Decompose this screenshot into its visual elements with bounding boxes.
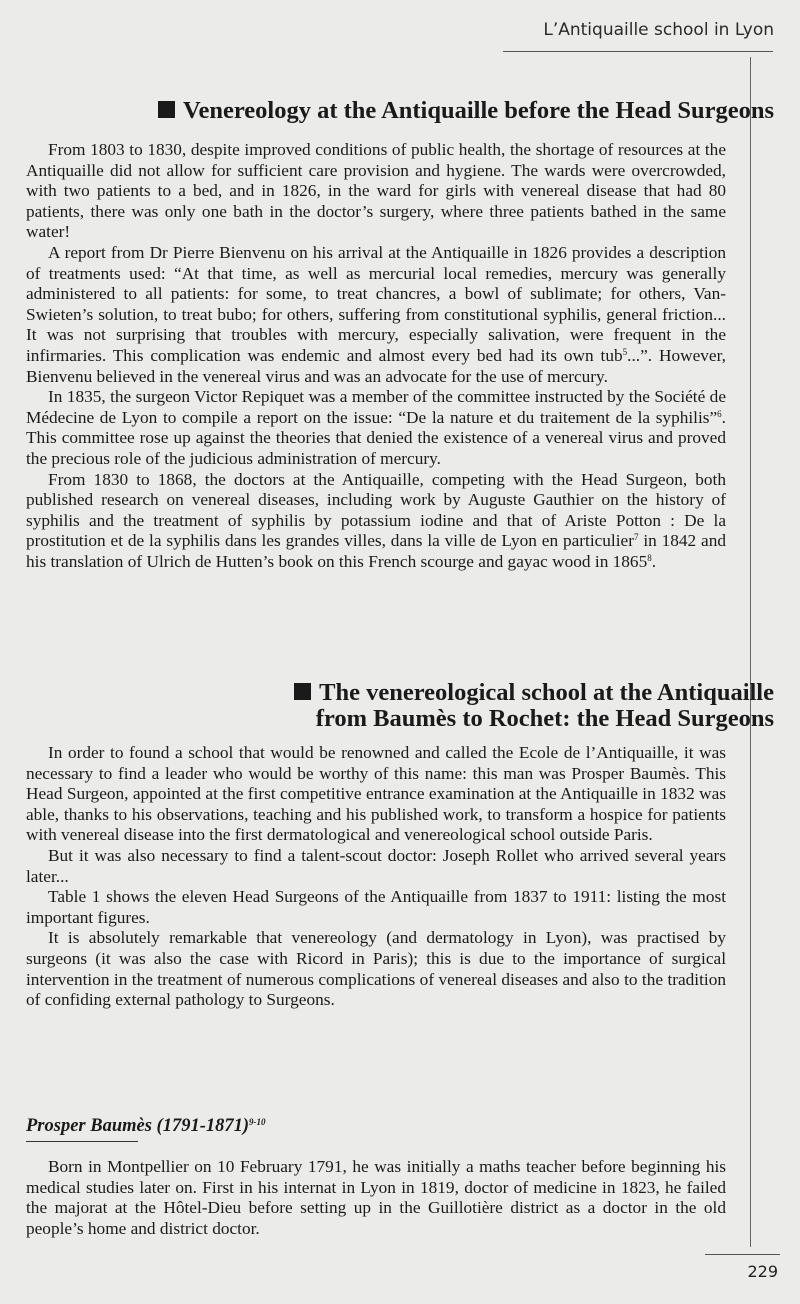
paragraph <box>26 470 726 573</box>
header-rule <box>503 51 773 52</box>
paragraph <box>26 387 726 469</box>
section-heading-school: The venereological school at the Antiquaille from Baumès to Rochet: the Head Surgeons <box>294 680 774 732</box>
paragraph-text: . <box>651 551 657 571</box>
paragraph-text: It is absolutely remarkable that venereology (and dermatology in Lyon), was practised by surgeons (it was also the case with Ricord in Paris); this is due to the importance of surgical intervention in the treatment of numerous complications of venereal diseases and also to the tradition of confiding external pathology to Surgeons. <box>26 928 726 1010</box>
footnote-ref: 8 <box>647 552 652 563</box>
paragraph-text: From 1830 to 1868, the doctors at the Antiquaille, competing with the Head Surgeon, both published research on venereal diseases, including work by Auguste Gauthier on the history of syphilis and the treatment of syphilis by potassium iodine and that of Ariste Potton : De la prostitution et de la syphilis dans les grandes villes, dans la ville de Lyon en particulier <box>26 469 726 551</box>
paragraph-text: In order to found a school that would be renowned and called the Ecole de l’Antiquaille, it was necessary to find a leader who would be worthy of this name: this man was Prosper Baumès. This Head Surgeon, appointed at the first competitive entrance examination at the Antiquaille in 1832 was able, thanks to his observations, teaching and his published work, to transform a hospice for patients with venereal disease into the first dermatological and venereological school outside Paris. <box>26 743 726 845</box>
subsection-body <box>26 1157 726 1239</box>
margin-rule <box>750 57 751 1247</box>
paragraph-text: A report from Dr Pierre Bienvenu on his arrival at the Antiquaille in 1826 provides a description of treatments used: “At that time, as well as mercurial local remedies, mercury was generally administered to all patients: for some, to treat chancres, a bowl of sublimate; for others, Van-Swieten’s solution, to treat bubo; for others, suffering from constitutional syphilis, general friction... It was not surprising that troubles with mercury, especially salivation, were frequent in the infirmaries. This complication was endemic and almost every bed had its own tub <box>26 242 726 365</box>
paragraph <box>26 928 726 1010</box>
paragraph-text: in 1842 and his translation of Ulrich de Hutten’s book on this French scourge and gayac wood in 1865 <box>26 531 726 571</box>
paragraph-text: ...”. However, Bienvenu believed in the venereal virus and was an advocate for the use of mercury. <box>26 345 726 386</box>
page-number: 229 <box>747 1262 778 1281</box>
square-bullet-icon <box>294 683 311 700</box>
subheading-underline <box>26 1141 138 1142</box>
footnote-ref: 5 <box>622 346 628 357</box>
paragraph <box>26 140 726 243</box>
section-1-body <box>26 140 726 572</box>
section-2-body <box>26 743 726 1011</box>
paragraph-text: From 1803 to 1830, despite improved conditions of public health, the shortage of resources at the Antiquaille did not allow for sufficient care provision and hygiene. The wards were overcrowded, with two patients to a bed, and in 1826, in the ward for girls with venereal disease that had 80 patients, there was only one bath in the doctor’s surgery, where three patients bathed in the same water! <box>26 140 726 242</box>
running-head: L’Antiquaille school in Lyon <box>543 20 774 40</box>
footnote-ref: 7 <box>633 532 639 543</box>
subheading-prosper-baumes: Prosper Baumès (1791-1871)$^{9-10}$ <box>26 1116 266 1136</box>
paragraph <box>26 846 726 887</box>
paragraph-text: But it was also necessary to find a talent-scout doctor: Joseph Rollet who arrived several years later... <box>26 845 726 886</box>
paragraph <box>26 243 726 387</box>
paragraph-text: Table 1 shows the eleven Head Surgeons of the Antiquaille from 1837 to 1911: listing the most important figures. <box>26 887 726 927</box>
paragraph <box>26 1157 726 1239</box>
section-heading-venereology: Venereology at the Antiquaille before the Head Surgeons <box>158 98 774 124</box>
square-bullet-icon <box>158 101 175 118</box>
paragraph <box>26 743 726 846</box>
footer-rule <box>705 1254 780 1255</box>
paragraph <box>26 887 726 928</box>
paragraph-text: . This committee rose up against the theories that denied the existence of a venereal virus and proved the precious role of the judicious administration of mercury. <box>26 407 726 468</box>
paragraph-text: In 1835, the surgeon Victor Repiquet was a member of the committee instructed by the Société de Médecine de Lyon to compile a report on the issue: “De la nature et du traitement de la syphilis” <box>26 387 726 427</box>
footnote-ref: 6 <box>717 408 722 419</box>
paragraph-text: Born in Montpellier on 10 February 1791, he was initially a maths teacher before beginning his medical studies later on. First in his internat in Lyon in 1819, doctor of medicine in 1823, he failed the majorat at the Hôtel-Dieu before setting up in the Guillotière district as a doctor in the old people’s home and district doctor. <box>26 1157 726 1238</box>
